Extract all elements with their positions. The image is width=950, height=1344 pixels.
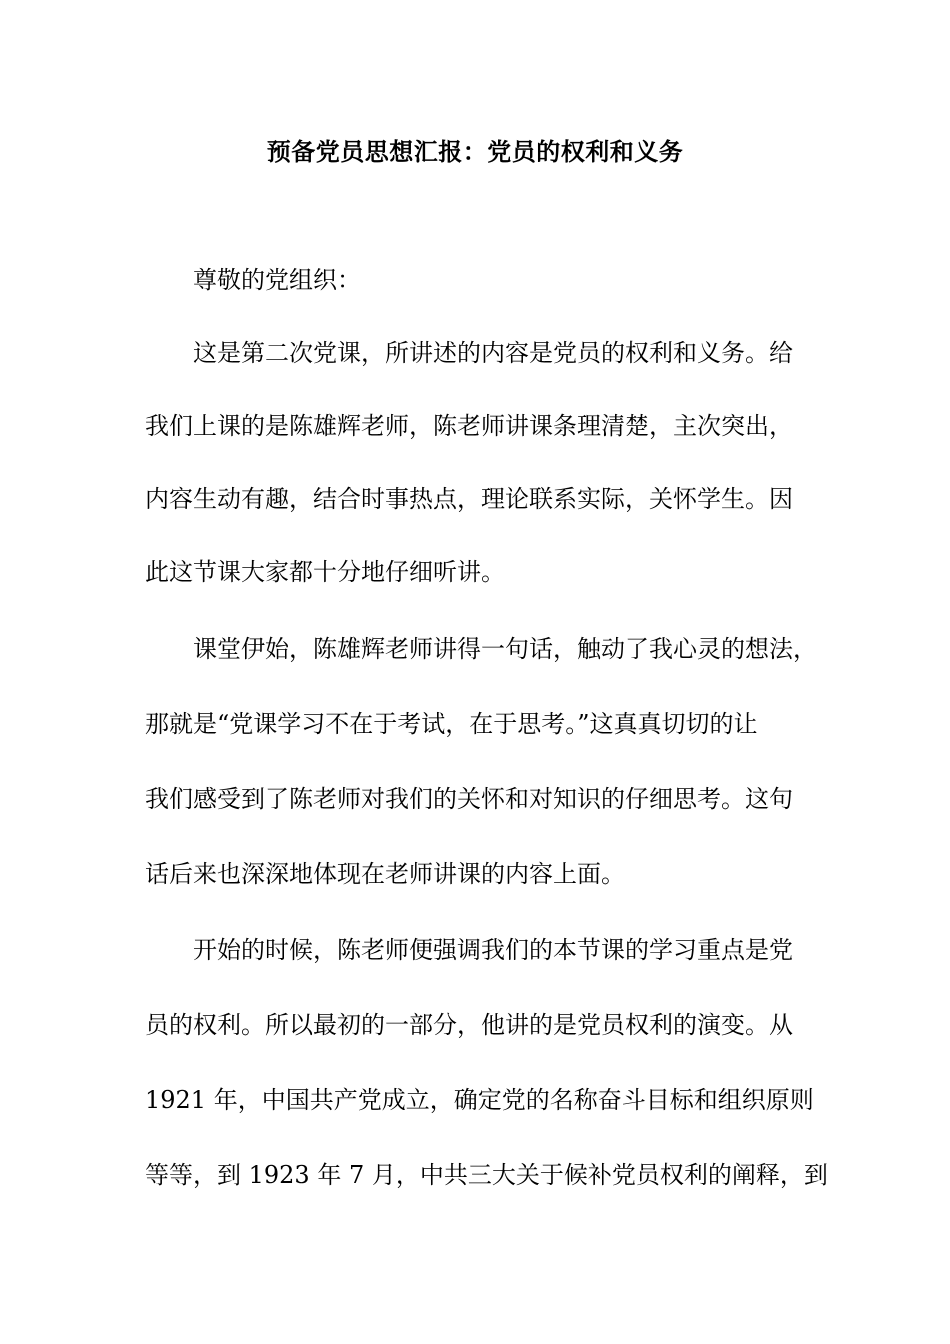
body-line-5: 课堂伊始，陈雄辉老师讲得一句话，触动了我心灵的想法，	[193, 635, 817, 663]
body-line-7: 我们感受到了陈老师对我们的关怀和对知识的仔细思考。这句	[145, 785, 793, 813]
body-line-6: 那就是“党课学习不在于考试，在于思考。”这真真切切的让	[145, 710, 758, 738]
body-line-2: 我们上课的是陈雄辉老师，陈老师讲课条理清楚，主次突出，	[145, 412, 793, 440]
body-line-3: 内容生动有趣，结合时事热点，理论联系实际，关怀学生。因	[145, 485, 793, 513]
body-line-4: 此这节课大家都十分地仔细听讲。	[145, 558, 505, 586]
body-line-9: 开始的时候，陈老师便强调我们的本节课的学习重点是党	[193, 936, 793, 964]
body-line-12: 等等，到 1923 年 7 月，中共三大关于候补党员权利的阐释，到	[145, 1161, 828, 1189]
body-line-8: 话后来也深深地体现在老师讲课的内容上面。	[145, 860, 625, 888]
document-title: 预备党员思想汇报：党员的权利和义务	[266, 137, 684, 166]
body-line-10: 员的权利。所以最初的一部分，他讲的是党员权利的演变。从	[145, 1011, 793, 1039]
body-line-11: 1921 年，中国共产党成立，确定党的名称奋斗目标和组织原则	[145, 1086, 814, 1114]
body-line-1: 这是第二次党课，所讲述的内容是党员的权利和义务。给	[193, 339, 793, 367]
salutation: 尊敬的党组织：	[193, 266, 361, 294]
